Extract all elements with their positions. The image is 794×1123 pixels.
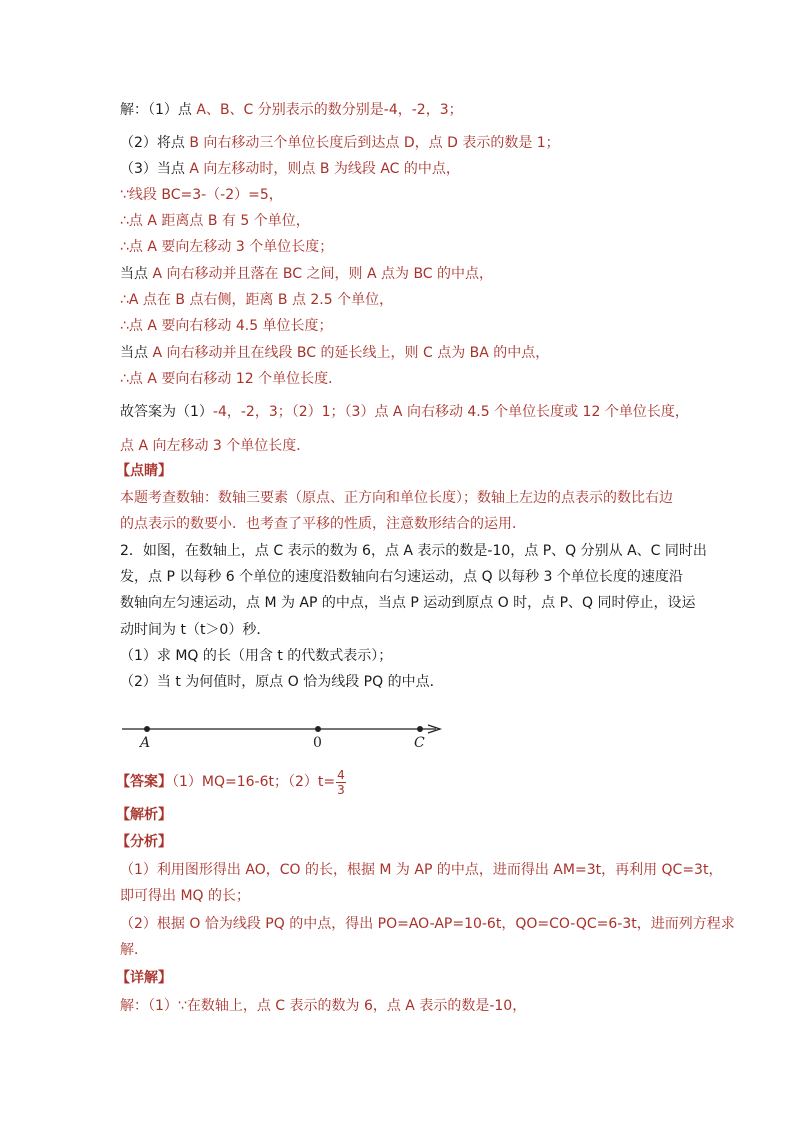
dianjing-line-1: 本题考查数轴：数轴三要素（原点、正方向和单位长度）；数轴上左边的点表示的数比右边 (120, 490, 673, 506)
solution-line-1: 解：（1）点 A、B、C 分别表示的数分别是-4，-2，3； (120, 102, 463, 118)
analysis-line-2: 即可得出 MQ 的长； (120, 888, 250, 904)
answer-line (116, 767, 346, 797)
jiexi-heading: 【解析】 (116, 807, 172, 823)
answer-heading: 【答案】 (116, 774, 172, 790)
analysis-line-3: （2）根据 O 恰为线段 PQ 的中点，得出 PO=AO-AP=10-6t，QO=CO-QC=6-3t，进而列方程求 (120, 916, 735, 932)
analysis-line-4: 解． (120, 942, 148, 958)
solution-line-9: ∴点 A 要向右移动 4.5 单位长度； (120, 318, 333, 334)
label-a: A (140, 735, 151, 751)
xiangjie-heading: 【详解】 (116, 970, 172, 986)
question-2-line-1: 2．如图，在数轴上，点 C 表示的数为 6，点 A 表示的数是-10，点 P、Q 分别从 A、C 同时出 (120, 543, 707, 559)
question-2-line-4: 动时间为 t（t＞0）秒． (120, 622, 271, 638)
solution-line-5: ∴点 A 距离点 B 有 5 个单位， (120, 213, 310, 229)
solution-line-3: （3）当点 A 向左移动时，则点 B 为线段 AC 的中点， (120, 161, 460, 177)
dianjing-heading: 【点睛】 (116, 463, 172, 479)
label-c: C (414, 735, 425, 751)
question-2-line-2: 发，点 P 以每秒 6 个单位的速度沿数轴向右匀速运动，点 Q 以每秒 3 个单位长度的速度沿 (120, 569, 683, 585)
answer-text: （1）MQ=16-6t；（2）t= (172, 774, 336, 790)
solution-line-4: ∵线段 BC=3-（-2）=5， (120, 187, 283, 203)
solution-line-12: 故答案为（1）-4，-2，3；（2）1；（3）点 A 向右移动 4.5 个单位长度或 12 个单位长度， (120, 404, 689, 420)
solution-line-11: ∴点 A 要向右移动 12 个单位长度． (120, 371, 343, 387)
solution-line-10: 当点 A 向右移动并且在线段 BC 的延长线上，则 C 点为 BA 的中点， (120, 345, 550, 361)
question-2-part-2: （2）当 t 为何值时，原点 O 恰为线段 PQ 的中点． (120, 674, 444, 690)
label-origin: 0 (313, 735, 322, 751)
analysis-line-1: （1）利用图形得出 AO，CO 的长，根据 M 为 AP 的中点，进而得出 AM=3t，再利用 QC=3t， (120, 862, 723, 878)
solution-line-8: ∴A 点在 B 点右侧，距离 B 点 2.5 个单位， (120, 292, 394, 308)
solution-line-6: ∴点 A 要向左移动 3 个单位长度； (120, 239, 334, 255)
point-origin (315, 726, 321, 732)
solution-line-13: 点 A 向左移动 3 个单位长度． (120, 438, 311, 454)
solution-line-2: （2）将点 B 向右移动三个单位长度后到达点 D，点 D 表示的数是 1； (120, 135, 560, 151)
solution-line-7: 当点 A 向右移动并且落在 BC 之间，则 A 点为 BC 的中点， (120, 266, 494, 282)
point-c (417, 726, 423, 732)
dianjing-line-2: 的点表示的数要小．也考查了平移的性质，注意数形结合的运用． (120, 516, 526, 532)
fenxi-heading: 【分析】 (116, 834, 172, 850)
question-2-part-1: （1）求 MQ 的长（用含 t 的代数式表示）； (120, 648, 393, 664)
detail-line-1: 解：（1）∵在数轴上，点 C 表示的数为 6，点 A 表示的数是-10， (120, 998, 527, 1014)
number-line-figure (120, 700, 460, 752)
question-2-line-3: 数轴向左匀速运动，点 M 为 AP 的中点，当点 P 运动到原点 O 时，点 P、Q 同时停止，设运 (120, 595, 696, 611)
answer-fraction: $\frac{4}{3}$ (337, 767, 345, 797)
point-a (144, 726, 150, 732)
